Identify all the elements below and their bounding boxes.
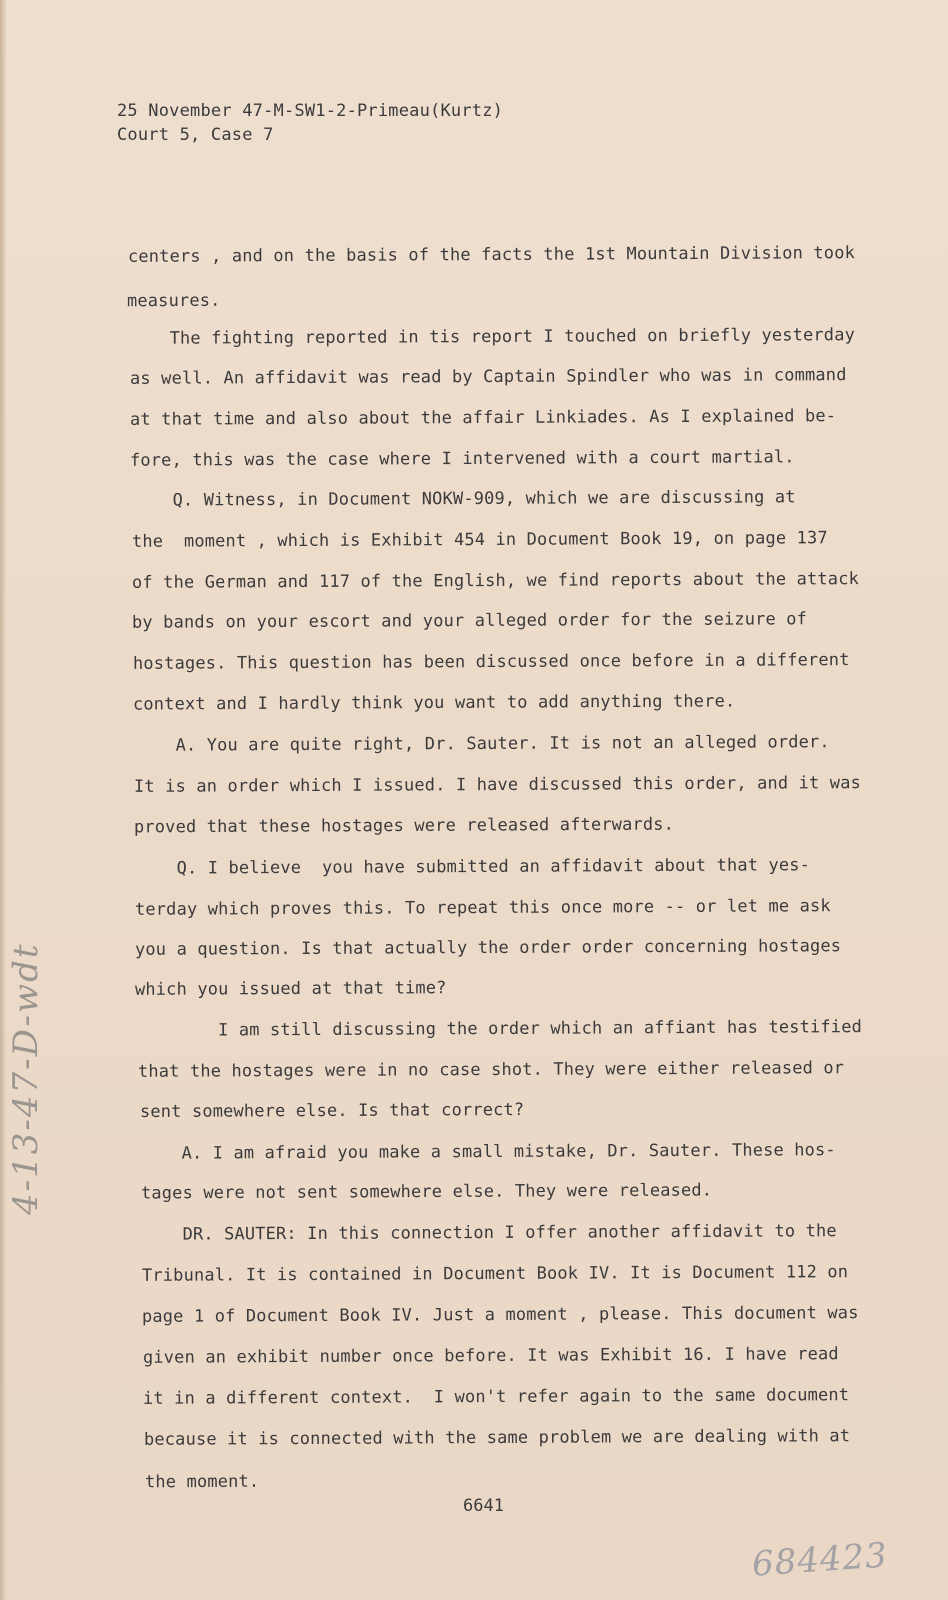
transcript-line: tages were not sent somewhere else. They were released. (140, 1180, 713, 1204)
transcript-line: A. You are quite right, Dr. Sauter. It is not an alleged order. (133, 732, 830, 756)
transcript-line: hostages. This question has been discussed once before in a different (132, 650, 850, 674)
transcript-line: the moment. (144, 1471, 260, 1493)
transcript-line: A. I am afraid you make a small mistake, Dr. Sauter. These hos- (139, 1140, 836, 1164)
transcript-line: context and I hardly think you want to add anything there. (132, 691, 736, 715)
transcript-line: measures. (126, 290, 221, 312)
transcript-line: that the hostages were in no case shot. They were either released or (137, 1058, 845, 1082)
transcript-line: at that time and also about the affair Linkiades. As I explained be- (129, 406, 837, 430)
page-number: 6641 (463, 1496, 504, 1516)
header-line-2: Court 5, Case 7 (117, 125, 274, 145)
transcript-line: page 1 of Document Book IV. Just a moment , please. This document was (141, 1303, 859, 1327)
transcript-line: Tribunal. It is contained in Document Book IV. It is Document 112 on (141, 1262, 849, 1286)
transcript-line: Q. Witness, in Document NOKW-909, which we are discussing at (130, 487, 796, 511)
transcript-line: sent somewhere else. Is that correct? (139, 1099, 525, 1123)
transcript-line: given an exhibit number once before. It was Exhibit 16. I have read (142, 1344, 839, 1368)
transcript-line: as well. An affidavit was read by Captain Spindler who was in command (129, 365, 847, 389)
transcript-line: DR. SAUTER: In this connection I offer another affidavit to the (140, 1221, 837, 1245)
transcript-line: proved that these hostages were released afterwards. (133, 814, 675, 838)
handwritten-margin-note: 4-13-47-D-wdt (6, 942, 46, 1215)
transcript-line: by bands on your escort and your alleged order for the seizure of (131, 609, 808, 633)
transcript-line: terday which proves this. To repeat this once more -- or let me ask (134, 896, 831, 920)
transcript-line: because it is connected with the same problem we are dealing with at (143, 1426, 851, 1450)
transcript-line: you a question. Is that actually the order order concerning hostages (134, 936, 842, 960)
transcript-line: of the German and 117 of the English, we find reports about the attack (131, 569, 860, 593)
transcript-line: I am still discussing the order which an affiant has testified (134, 1017, 863, 1041)
transcript-line: fore, this was the case where I intervened with a court martial. (129, 447, 795, 471)
transcript-line: Q. I believe you have submitted an affidavit about that yes- (134, 855, 811, 879)
header-line-1: 25 November 47-M-SW1-2-Primeau(Kurtz) (117, 101, 504, 121)
handwritten-frame-number: 684423 (750, 1535, 890, 1585)
transcript-line: centers , and on the basis of the facts the 1st Mountain Division took (127, 243, 856, 267)
transcript-line: it in a different context. I won't refer again to the same document (142, 1385, 850, 1409)
transcript-line: which you issued at that time? (134, 978, 447, 1000)
transcript-line: the moment , which is Exhibit 454 in Document Book 19, on page 137 (131, 528, 828, 552)
transcript-line: The fighting reported in tis report I touched on briefly yesterday (127, 325, 856, 349)
transcript-line: It is an order which I issued. I have discussed this order, and it was (133, 773, 862, 797)
